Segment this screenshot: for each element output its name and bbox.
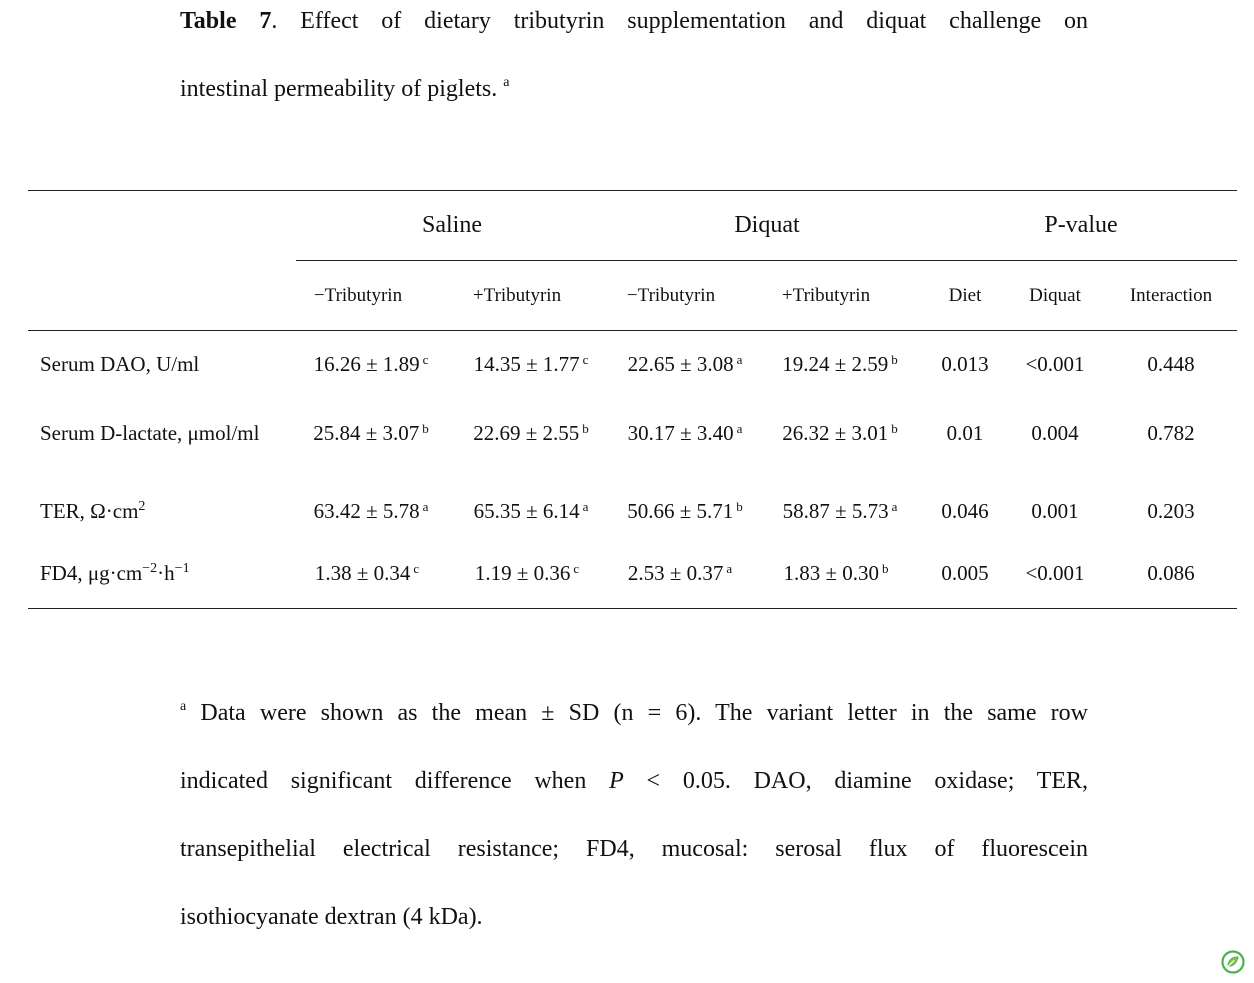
subheader-saline-minus-tributyrin: −Tributyrin bbox=[313, 285, 403, 306]
table-subheader-rule bbox=[296, 260, 1237, 261]
group-header-pvalue: P-value bbox=[1044, 212, 1118, 238]
table-cell: 1.19 ± 0.36 $^c$ bbox=[474, 561, 580, 585]
group-header-diquat: Diquat bbox=[734, 212, 800, 238]
p-value-diquat: 0.004 bbox=[1031, 421, 1079, 445]
subheader-saline-plus-tributyrin: +Tributyrin bbox=[472, 285, 562, 306]
footnote-line: indicated significant difference when P < 0.05. DAO, diamine oxidase; TER, bbox=[180, 768, 1089, 794]
table-cell: 1.38 ± 0.34 $^c$ bbox=[314, 561, 420, 585]
table-caption-line1 bbox=[180, 0, 1088, 55]
caption-note-mark: a bbox=[503, 75, 510, 90]
table-top-rule bbox=[28, 190, 1237, 191]
leaf-badge-icon[interactable] bbox=[1221, 950, 1245, 974]
p-value-interaction: 0.782 bbox=[1147, 421, 1195, 445]
table-cell: 2.53 ± 0.37 $^a$ bbox=[627, 561, 733, 585]
table-cell: 1.83 ± 0.30 $^b$ bbox=[783, 561, 889, 585]
footnote-line: isothiocyanate dextran (4 kDa). bbox=[180, 904, 483, 930]
table-caption-line2 bbox=[180, 55, 1088, 123]
table-header-rule bbox=[28, 330, 1237, 331]
p-value-diquat: 0.001 bbox=[1031, 499, 1079, 523]
table-footnote bbox=[180, 679, 1088, 951]
table-cell: 22.69 ± 2.55 $^b$ bbox=[473, 421, 589, 445]
p-value-diet: 0.005 bbox=[941, 561, 989, 585]
subheader-p-diet: Diet bbox=[948, 285, 982, 306]
p-value-interaction: 0.203 bbox=[1147, 499, 1195, 523]
table-cell: 58.87 ± 5.73 $^a$ bbox=[782, 499, 898, 523]
table-cell: 30.17 ± 3.40 $^a$ bbox=[627, 421, 743, 445]
subheader-p-diquat: Diquat bbox=[1029, 285, 1081, 306]
table-cell: 22.65 ± 3.08 $^a$ bbox=[627, 352, 743, 376]
table-label: Table 7 bbox=[180, 8, 272, 34]
table-cell: 14.35 ± 1.77 $^c$ bbox=[473, 352, 589, 376]
table-cell: 50.66 ± 5.71 $^b$ bbox=[627, 499, 743, 523]
row-label-ter: TER, $\Omega\cdot cm^2$ bbox=[40, 499, 146, 523]
table-cell: 65.35 ± 6.14 $^a$ bbox=[473, 499, 589, 523]
p-value-diet: 0.013 bbox=[941, 352, 989, 376]
caption-text-line2: intestinal permeability of piglets. bbox=[180, 76, 498, 102]
group-header-saline: Saline bbox=[422, 212, 482, 238]
row-label-fd4: FD4, $\mu g\cdot cm^{-2}\cdot h^{-1}$ bbox=[40, 561, 190, 585]
p-value-diet: 0.01 bbox=[946, 421, 984, 445]
p-value-diquat: <0.001 bbox=[1025, 561, 1085, 585]
table-cell: 16.26 ± 1.89 $^c$ bbox=[313, 352, 429, 376]
row-label-serum-dao: Serum DAO, U/ml bbox=[40, 352, 200, 376]
table-cell: 63.42 ± 5.78 $^a$ bbox=[313, 499, 429, 523]
p-value-interaction: 0.448 bbox=[1147, 352, 1195, 376]
table-cell: 26.32 ± 3.01 $^b$ bbox=[782, 421, 898, 445]
subheader-p-interaction: Interaction bbox=[1129, 285, 1213, 306]
p-value-diet: 0.046 bbox=[941, 499, 989, 523]
footnote-line: transepithelial electrical resistance; FD4, mucosal: serosal flux of fluorescein bbox=[180, 836, 1088, 862]
row-label-serum-d-lactate: Serum D-lactate, μmol/ml bbox=[40, 421, 260, 445]
table-bottom-rule bbox=[28, 608, 1237, 609]
caption-text-line1: . Effect of dietary tributyrin supplementation and diquat challenge on bbox=[271, 8, 1088, 34]
p-value-interaction: 0.086 bbox=[1147, 561, 1195, 585]
footnote-line: $^a$ Data were shown as the mean ± SD (n = 6). The variant letter in the same row bbox=[180, 699, 1088, 726]
table-cell: 19.24 ± 2.59 $^b$ bbox=[782, 352, 898, 376]
subheader-diquat-plus-tributyrin: +Tributyrin bbox=[781, 285, 871, 306]
table-cell: 25.84 ± 3.07 $^b$ bbox=[313, 421, 429, 445]
subheader-diquat-minus-tributyrin: −Tributyrin bbox=[626, 285, 716, 306]
p-value-diquat: <0.001 bbox=[1025, 352, 1085, 376]
